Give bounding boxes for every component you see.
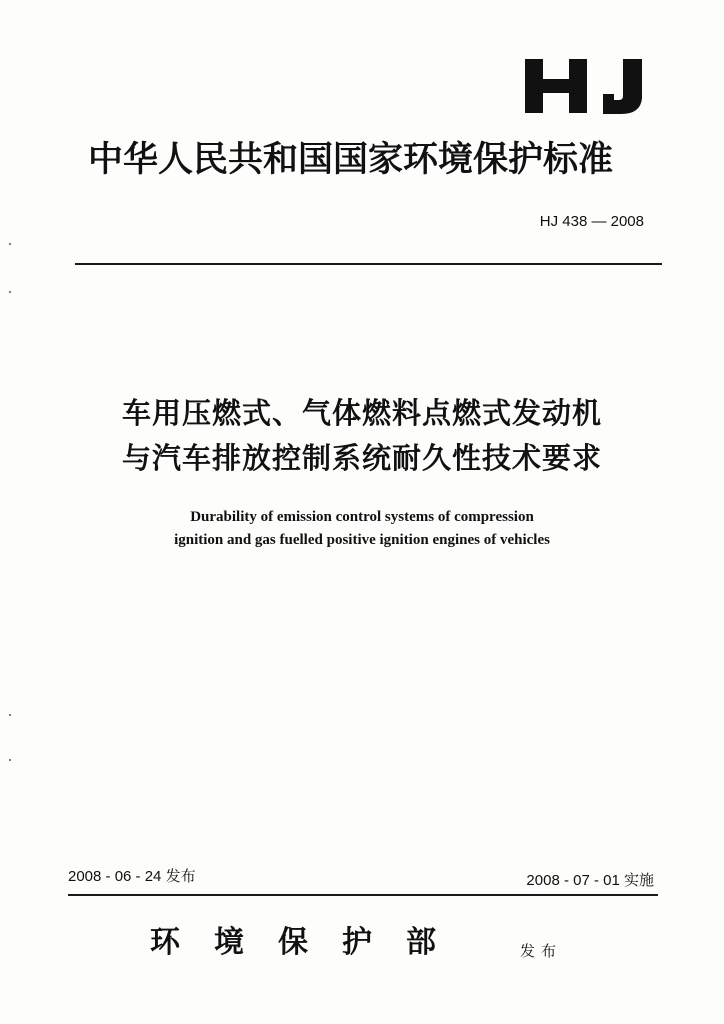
chinese-title-line-1: 车用压燃式、气体燃料点燃式发动机 [121,396,602,430]
english-title-line-1: Durability of emission control systems of compression [190,509,534,525]
implementation-date: 2008 - 07 - 01 实施 [526,872,654,889]
header-divider [75,263,662,265]
scan-speck [9,714,11,716]
footer-divider [68,894,658,896]
issuing-authority-action: 发布 [520,942,563,960]
hj-logo [523,56,649,116]
chinese-title-line-2: 与汽车排放控制系统耐久性技术要求 [121,441,602,475]
issuing-authority: 环境保护部 [150,925,470,960]
english-title-line-2: ignition and gas fuelled positive ignition engines of vehicles [174,532,550,548]
standard-number: HJ 438 — 2008 [539,213,644,230]
scan-speck [9,759,11,761]
scan-speck [9,291,11,293]
issue-date: 2008 - 06 - 24 发布 [68,868,196,885]
scan-speck [9,243,11,245]
issuing-country-title: 中华人民共和国国家环境保护标准 [88,139,614,180]
